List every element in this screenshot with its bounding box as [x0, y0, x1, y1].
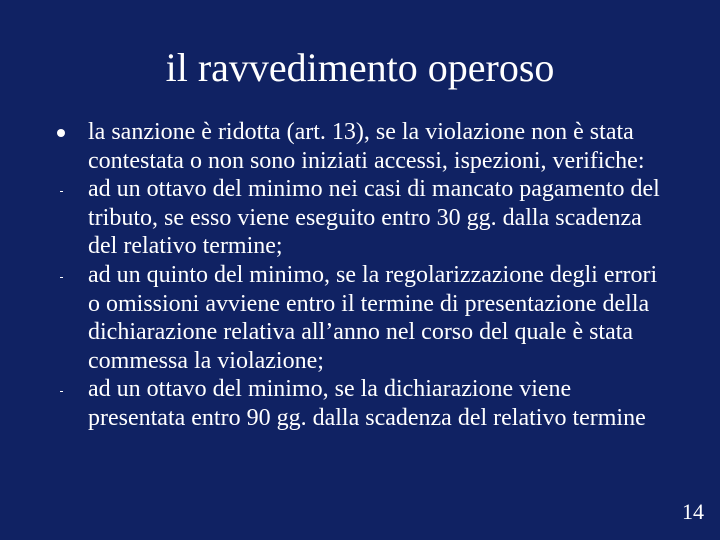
bullet-dash-icon: [60, 391, 63, 392]
slide-title: il ravvedimento operoso: [165, 45, 555, 90]
bullet-text: ad un ottavo del minimo nei casi di mancato pagamento del tributo, se esso viene eseguito entro 30 gg. dalla scadenza del relativo termine;: [88, 176, 660, 260]
bullet-text: ad un ottavo del minimo, se la dichiarazione viene presentata entro 90 gg. dalla scadenza del relativo termine: [88, 376, 646, 431]
bullet-dash-icon: [60, 277, 63, 278]
bullet-item-4: [52, 375, 672, 432]
bullet-dot-icon: [57, 129, 65, 137]
bullet-text: ad un quinto del minimo, se la regolarizzazione degli errori o omissioni avviene entro il termine di presentazione della dichiarazione relativa all’anno nel corso del quale è stata commessa la violazione;: [88, 261, 658, 374]
bullet-item-1: [52, 118, 672, 175]
bullet-dash-icon: [60, 191, 63, 192]
bullet-item-3: [52, 261, 672, 375]
page-number: 14: [682, 499, 704, 524]
bullet-list: [52, 118, 672, 433]
bullet-item-2: [52, 175, 672, 261]
bullet-text: la sanzione è ridotta (art. 13), se la violazione non è stata contestata o non sono iniziati accessi, ispezioni, verifiche:: [88, 119, 645, 174]
